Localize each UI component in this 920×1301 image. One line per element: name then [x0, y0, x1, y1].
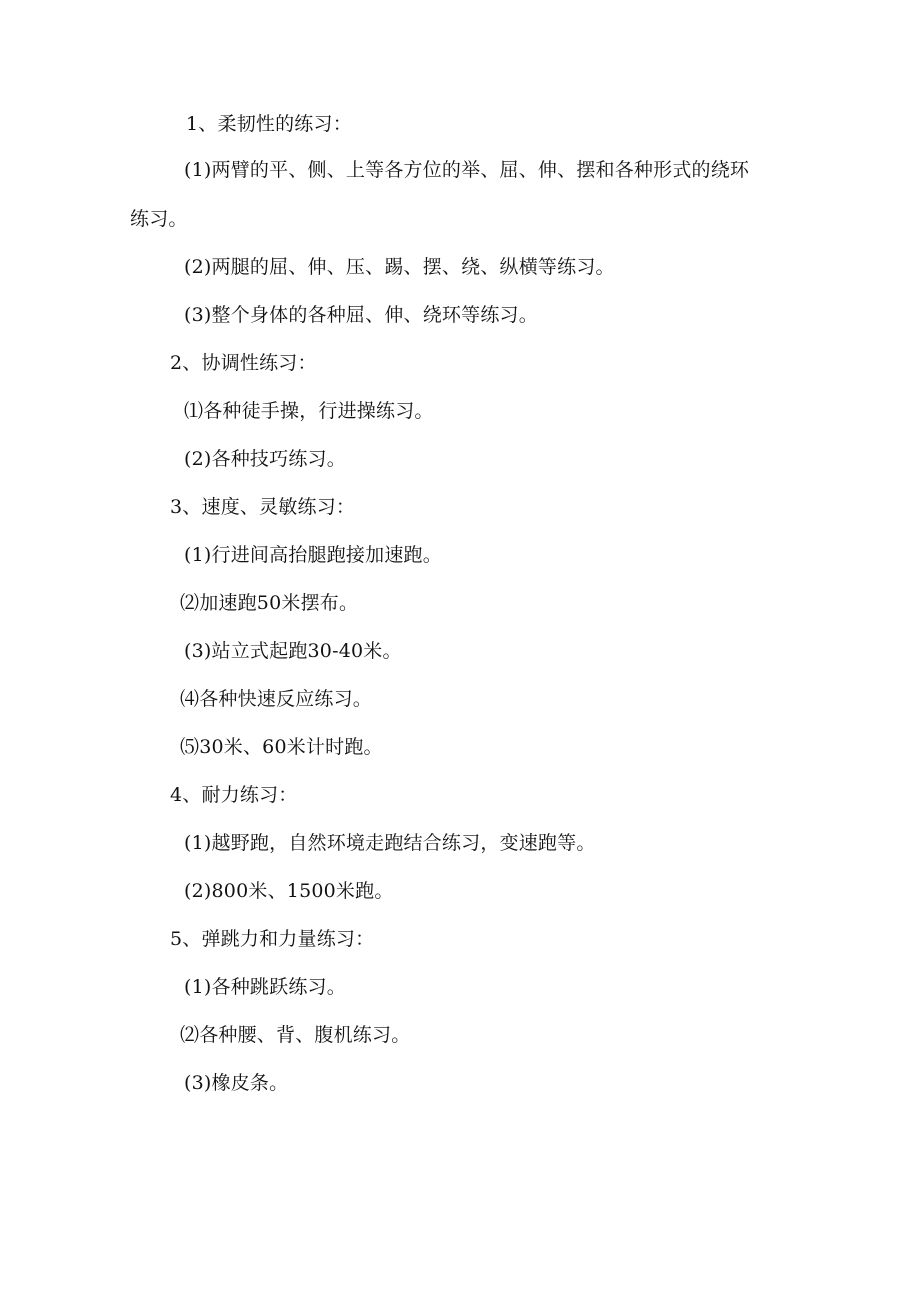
- section-heading-endurance: 4、耐力练习：: [170, 784, 298, 806]
- section-heading-flexibility: 1、柔韧性的练习：: [186, 113, 352, 135]
- section-heading-coordination: 2、协调性练习：: [170, 352, 317, 374]
- section-heading-jump-strength: 5、弹跳力和力量练习：: [170, 928, 375, 950]
- list-item: (2)各种技巧练习。: [184, 448, 346, 470]
- list-item: (3)整个身体的各种屈、伸、绕环等练习。: [184, 304, 538, 326]
- list-item: (3)橡皮条。: [184, 1072, 289, 1094]
- list-item: (1)行进间高抬腿跑接加速跑。: [184, 544, 442, 566]
- list-item: ⑵各种腰、背、腹机练习。: [180, 1024, 411, 1046]
- section-heading-speed-agility: 3、速度、灵敏练习：: [170, 496, 356, 518]
- list-item: (1)越野跑，自然环境走跑结合练习，变速跑等。: [184, 832, 596, 854]
- list-item: ⑸30米、60米计时跑。: [180, 736, 383, 758]
- list-item: (2)两腿的屈、伸、压、踢、摆、绕、纵横等练习。: [184, 256, 615, 278]
- list-item: ⑴各种徒手操，行进操练习。: [184, 400, 434, 422]
- list-item: ⑵加速跑50米摆布。: [180, 592, 359, 614]
- list-item: (2)800米、1500米跑。: [184, 880, 394, 902]
- list-item: (3)站立式起跑30-40米。: [184, 640, 402, 662]
- list-item: ⑷各种快速反应练习。: [180, 688, 373, 710]
- list-item: (1)两臂的平、侧、上等各方位的举、屈、伸、摆和各种形式的绕环: [184, 159, 750, 181]
- list-item: (1)各种跳跃练习。: [184, 976, 346, 998]
- list-item-continuation: 练习。: [130, 208, 188, 230]
